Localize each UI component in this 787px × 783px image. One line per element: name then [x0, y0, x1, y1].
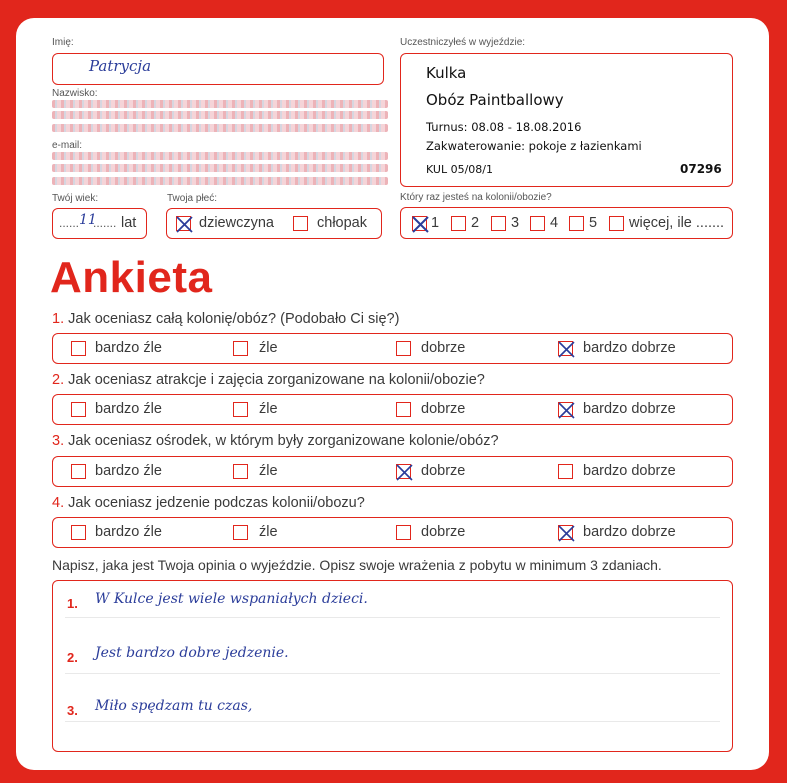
q2-option-dobrze: dobrze — [421, 401, 466, 417]
question-1: 1. Jak oceniasz całą kolonię/obóz? (Podobało Ci się?) — [52, 311, 400, 327]
camp-accommodation: Zakwaterowanie: pokoje z łazienkami — [426, 139, 642, 153]
question-2: 2. Jak oceniasz atrakcje i zajęcia zorganizowane na kolonii/obozie? — [52, 372, 485, 388]
age-field[interactable] — [52, 208, 147, 239]
checkmark-x-icon — [394, 462, 415, 483]
camp-code: KUL 05/08/1 — [426, 163, 493, 176]
q1-option-zle: źle — [259, 340, 278, 356]
checkmark-x-icon — [556, 400, 577, 421]
opinion-prompt: Napisz, jaka jest Twoja opinia o wyjeździe. Opisz swoje wrażenia z pobytu w minimum 3 zdaniach. — [52, 557, 662, 573]
gender-option-boy: chłopak — [317, 215, 367, 231]
times-option-4: 4 — [550, 215, 559, 231]
q3-option-bardzo-dobrze: bardzo dobrze — [583, 463, 676, 479]
opinion-field[interactable] — [52, 580, 733, 752]
rating-row-1 — [52, 333, 733, 364]
q1-option-bardzo-dobrze: bardzo dobrze — [583, 340, 676, 356]
q3-checkbox-bardzo-dobrze[interactable] — [558, 464, 573, 479]
q1-checkbox-zle[interactable] — [233, 341, 248, 356]
times-label: Który raz jesteś na kolonii/obozie? — [400, 192, 552, 203]
q3-checkbox-bardzo-zle[interactable] — [71, 464, 86, 479]
q2-option-zle: źle — [259, 401, 278, 417]
q2-checkbox-bardzo-dobrze[interactable] — [558, 402, 573, 417]
q4-checkbox-zle[interactable] — [233, 525, 248, 540]
age-dots-before: ...... — [59, 216, 80, 230]
q2-checkbox-zle[interactable] — [233, 402, 248, 417]
camp-number: 07296 — [680, 162, 722, 176]
email-label: e-mail: — [52, 140, 83, 151]
times-checkbox-3[interactable] — [491, 216, 506, 231]
times-option-1: 1 — [431, 215, 440, 231]
question-3: 3. Jak oceniasz ośrodek, w którym były zorganizowane kolonie/obóz? — [52, 433, 499, 449]
q4-option-bardzo-dobrze: bardzo dobrze — [583, 524, 676, 540]
times-option-2: 2 — [471, 215, 480, 231]
q4-checkbox-bardzo-dobrze[interactable] — [558, 525, 573, 540]
question-4: 4. Jak oceniasz jedzenie podczas kolonii/obozu? — [52, 495, 365, 511]
surname-label: Nazwisko: — [52, 88, 98, 99]
checkmark-x-icon — [556, 523, 577, 544]
q4-option-bardzo-zle: bardzo źle — [95, 524, 162, 540]
q4-option-dobrze: dobrze — [421, 524, 466, 540]
q2-checkbox-dobrze[interactable] — [396, 402, 411, 417]
times-option-3: 3 — [511, 215, 520, 231]
q2-checkbox-bardzo-zle[interactable] — [71, 402, 86, 417]
name-value: Patrycja — [89, 57, 152, 75]
gender-option-girl: dziewczyna — [199, 215, 274, 231]
times-field — [400, 207, 733, 239]
participant-label: Uczestniczyłeś w wyjeździe: — [400, 37, 526, 48]
gender-field — [166, 208, 382, 239]
name-field[interactable] — [52, 53, 384, 85]
opinion-line-1-text: W Kulce jest wiele wspaniałych dzieci. — [95, 591, 368, 607]
camp-name: Obóz Paintballowy — [426, 91, 564, 109]
q1-option-bardzo-zle: bardzo źle — [95, 340, 162, 356]
gender-label: Twoja płeć: — [167, 193, 218, 204]
q1-checkbox-bardzo-dobrze[interactable] — [558, 341, 573, 356]
rating-row-4 — [52, 517, 733, 548]
checkmark-x-icon — [556, 339, 577, 360]
camp-info-box — [400, 53, 733, 187]
times-checkbox-5[interactable] — [569, 216, 584, 231]
age-dots-after: ....... — [93, 216, 117, 230]
times-checkbox-more[interactable] — [609, 216, 624, 231]
times-option-more: więcej, ile ....... — [629, 215, 725, 231]
q1-checkbox-dobrze[interactable] — [396, 341, 411, 356]
times-checkbox-2[interactable] — [451, 216, 466, 231]
camp-turnus: Turnus: 08.08 - 18.08.2016 — [426, 120, 582, 134]
q2-option-bardzo-dobrze: bardzo dobrze — [583, 401, 676, 417]
opinion-line-3-number: 3. — [67, 703, 78, 718]
q3-checkbox-zle[interactable] — [233, 464, 248, 479]
name-label: Imię: — [52, 37, 74, 48]
page-title: Ankieta — [50, 253, 213, 302]
q4-option-zle: źle — [259, 524, 278, 540]
q1-option-dobrze: dobrze — [421, 340, 466, 356]
age-unit: lat — [121, 215, 137, 231]
age-value: 11 — [79, 212, 97, 228]
gender-checkbox-girl[interactable] — [176, 216, 191, 231]
times-checkbox-4[interactable] — [530, 216, 545, 231]
q4-checkbox-bardzo-zle[interactable] — [71, 525, 86, 540]
rating-row-3 — [52, 456, 733, 487]
opinion-line-3-text: Miło spędzam tu czas, — [95, 698, 253, 714]
q3-checkbox-dobrze[interactable] — [396, 464, 411, 479]
opinion-line-1-number: 1. — [67, 596, 78, 611]
q1-checkbox-bardzo-zle[interactable] — [71, 341, 86, 356]
q3-option-zle: źle — [259, 463, 278, 479]
q3-option-bardzo-zle: bardzo źle — [95, 463, 162, 479]
q3-option-dobrze: dobrze — [421, 463, 466, 479]
camp-company: Kulka — [426, 64, 467, 82]
age-label: Twój wiek: — [52, 193, 99, 204]
opinion-line-2-number: 2. — [67, 650, 78, 665]
rating-row-2 — [52, 394, 733, 425]
gender-checkbox-boy[interactable] — [293, 216, 308, 231]
q4-checkbox-dobrze[interactable] — [396, 525, 411, 540]
times-checkbox-1[interactable] — [412, 216, 427, 231]
q2-option-bardzo-zle: bardzo źle — [95, 401, 162, 417]
opinion-line-2-text: Jest bardzo dobre jedzenie. — [95, 645, 289, 661]
times-option-5: 5 — [589, 215, 598, 231]
